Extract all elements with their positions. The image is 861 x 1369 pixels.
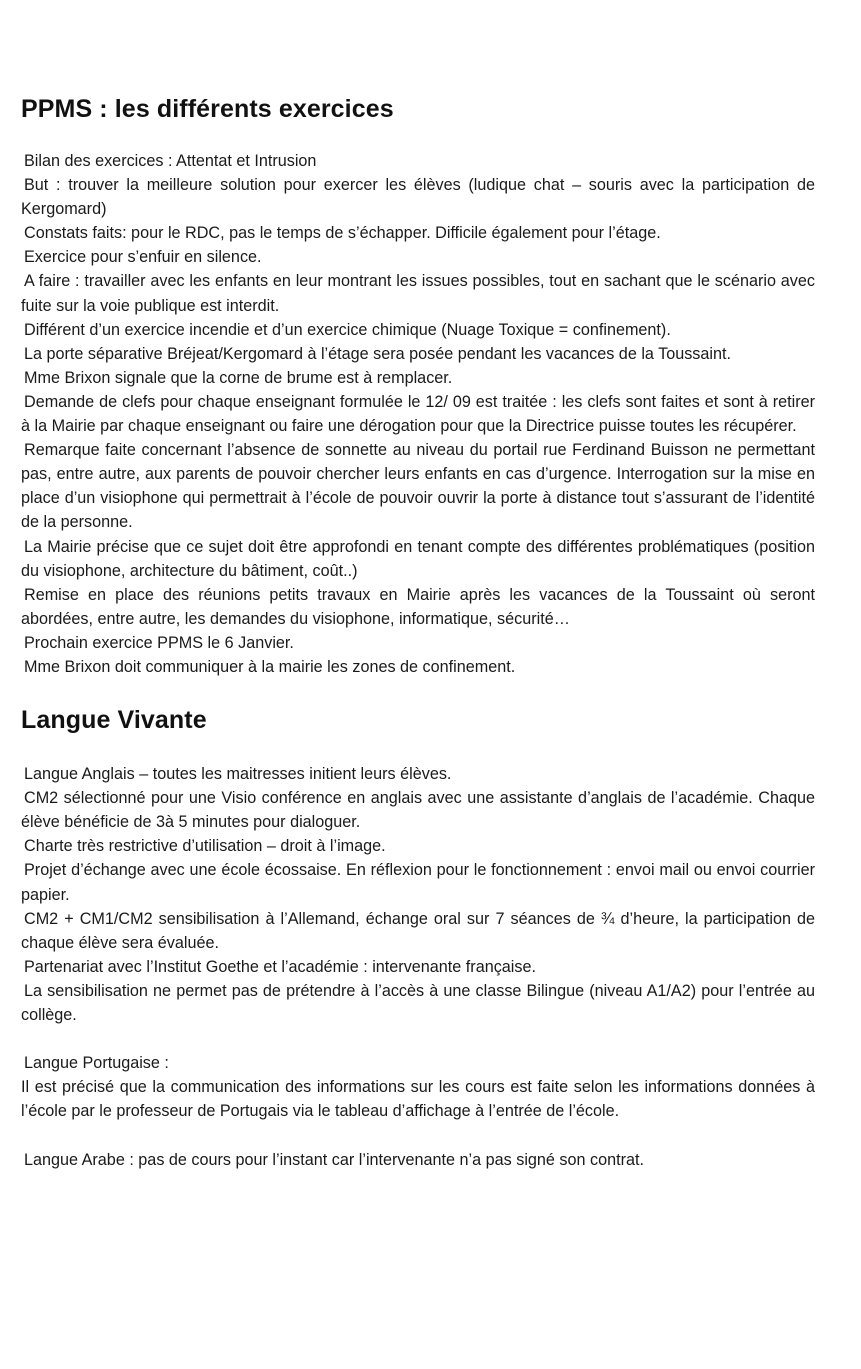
paragraph: La sensibilisation ne permet pas de prétendre à l’accès à une classe Bilingue (niveau A1/A2) pour l’entrée au collège. xyxy=(21,981,815,1024)
document-body xyxy=(21,92,815,1172)
paragraph: Exercice pour s’enfuir en silence. xyxy=(24,248,262,267)
paragraph: Il est précisé que la communication des informations sur les cours est faite selon les informations données à l’école par le professeur de Portugais via le tableau d’affichage à l’entrée de l’école. xyxy=(21,1078,815,1121)
paragraph: Bilan des exercices : Attentat et Intrusion xyxy=(24,152,317,170)
paragraph: CM2 sélectionné pour une Visio conférence en anglais avec une assistante d’anglais de l’académie. Chaque élève bénéficie de 3à 5 minutes pour dialoguer. xyxy=(21,789,815,832)
paragraph: Différent d’un exercice incendie et d’un exercice chimique (Nuage Toxique = confinement). xyxy=(24,320,671,339)
spacer xyxy=(21,1123,815,1147)
paragraph: Demande de clefs pour chaque enseignant formulée le 12/ 09 est traitée : les clefs sont faites et sont à retirer à la Mairie par chaque enseignant ou faire une dérogation pour que la Directrice puisse toutes les récupérer. xyxy=(21,392,815,436)
paragraph: Constats faits: pour le RDC, pas le temps de s’échapper. Difficile également pour l’étage. xyxy=(24,224,661,243)
paragraph: A faire : travailler avec les enfants en leur montrant les issues possibles, tout en sachant que le scénario avec fuite sur la voie publique est interdit. xyxy=(21,272,815,315)
paragraph: Remarque faite concernant l’absence de sonnette au niveau du portail rue Ferdinand Buisson ne permettant pas, entre autre, aux parents de pouvoir chercher leurs enfants en cas d’urgence. Interrogation sur la mise en place d’un visiophone qui permettrait à l’école de pouvoir ouvrir la porte à distance tout s’assurant de l’identité de la personne. xyxy=(21,441,815,532)
paragraph: La porte séparative Bréjeat/Kergomard à l’étage sera posée pendant les vacances de la Toussaint. xyxy=(24,344,732,363)
paragraph: Remise en place des réunions petits travaux en Mairie après les vacances de la Toussaint où seront abordées, entre autre, les demandes du visiophone, informatique, sécurité… xyxy=(21,585,815,628)
paragraph: Langue Anglais – toutes les maitresses initient leurs élèves. xyxy=(24,765,452,784)
section-langue-vivante xyxy=(21,703,815,1172)
paragraph: Projet d’échange avec une école écossaise. En réflexion pour le fonctionnement : envoi mail ou envoi courrier papier. xyxy=(21,861,815,904)
paragraph: Mme Brixon doit communiquer à la mairie les zones de confinement. xyxy=(24,657,516,676)
spacer xyxy=(21,1027,815,1051)
paragraph: Prochain exercice PPMS le 6 Janvier. xyxy=(24,633,294,652)
ppms-heading: PPMS : les différents exercices xyxy=(21,95,394,123)
langue-vivante-heading: Langue Vivante xyxy=(21,706,207,735)
paragraph: Charte très restrictive d’utilisation – droit à l’image. xyxy=(24,837,386,856)
paragraph: La Mairie précise que ce sujet doit être approfondi en tenant compte des différentes problématiques (position du visiophone, architecture du bâtiment, coût..) xyxy=(21,537,815,580)
portugaise-heading: Langue Portugaise : xyxy=(24,1054,169,1073)
paragraph: But : trouver la meilleure solution pour exercer les élèves (ludique chat – souris avec la participation de Kergomard) xyxy=(21,176,815,219)
paragraph: Partenariat avec l’Institut Goethe et l’académie : intervenante française. xyxy=(24,957,536,976)
paragraph: CM2 + CM1/CM2 sensibilisation à l’Allemand, échange oral sur 7 séances de ¾ d’heure, la participation de chaque élève sera évaluée. xyxy=(21,909,815,952)
paragraph: Mme Brixon signale que la corne de brume est à remplacer. xyxy=(24,368,453,387)
section-ppms xyxy=(21,92,815,679)
paragraph: Langue Arabe : pas de cours pour l’instant car l’intervenante n’a pas signé son contrat. xyxy=(24,1150,645,1169)
